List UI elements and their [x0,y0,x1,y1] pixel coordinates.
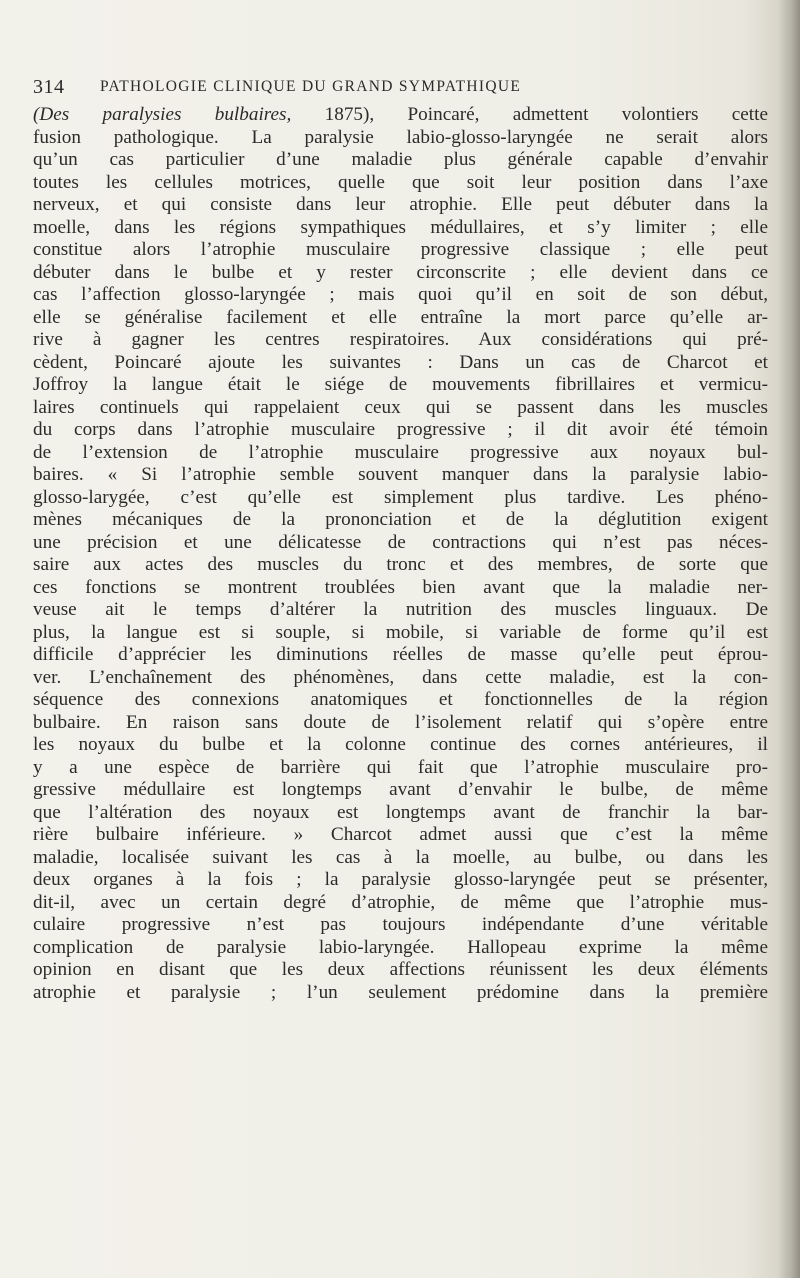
text-line: maladie, localisée suivant les cas à la moelle, au bulbe, ou dans les [33,846,768,868]
text-line: ces fonctions se montrent troublées bien avant que la maladie ner- [33,576,768,598]
text-line: culaire progressive n’est pas toujours indépendante d’une véritable [33,914,768,935]
text-line: fusion pathologique. La paralysie labio-glosso-laryngée ne serait alors [33,126,768,148]
text-line: gressive médullaire est longtemps avant d’envahir le bulbe, de même [33,779,768,800]
body-text [33,104,768,1004]
text-line: cèdent, Poincaré ajoute les suivantes : Dans un cas de Charcot et [33,351,768,373]
text-line: elle se généralise facilement et elle entraîne la mort parce qu’elle ar- [33,306,768,328]
text-line: débuter dans le bulbe et y rester circonscrite ; elle devient dans ce [33,261,768,283]
text-line: atrophie et paralysie ; l’un seulement prédomine dans la première [33,981,768,1003]
text-line: nerveux, et qui consiste dans leur atrophie. Elle peut débuter dans la [33,194,768,215]
text-line: du corps dans l’atrophie musculaire progressive ; il dit avoir été témoin [33,419,768,440]
citation-title: (Des paralysies bulbaires, [33,104,292,125]
text-line: une précision et une délicatesse de contractions qui n’est pas néces- [33,531,768,553]
text-line [33,104,768,127]
text-line: difficile d’apprécier les diminutions réelles de masse qu’elle peut éprou- [33,644,768,665]
text-line: baires. « Si l’atrophie semble souvent manquer dans la paralysie labio- [33,464,768,485]
text-line: toutes les cellules motrices, quelle que soit leur position dans l’axe [33,171,768,193]
text-line-rest: 1875), Poincaré, admettent volontiers cette [291,104,768,125]
page-number: 314 [33,76,65,98]
text-line: bulbaire. En raison sans doute de l’isolement relatif qui s’opère entre [33,711,768,733]
text-line: rière bulbaire inférieure. » Charcot admet aussi que c’est la même [33,824,768,845]
text-line: mènes mécaniques de la prononciation et de la déglutition exigent [33,509,768,530]
page-edge-shadow [778,0,800,1278]
text-line: qu’un cas particulier d’une maladie plus générale capable d’envahir [33,149,768,170]
text-line: deux organes à la fois ; la paralysie glosso-laryngée peut se présenter, [33,869,768,890]
text-line: plus, la langue est si souple, si mobile, si variable de forme qu’il est [33,621,768,643]
text-line: glosso-larygée, c’est qu’elle est simplement plus tardive. Les phéno- [33,486,768,508]
text-line: moelle, dans les régions sympathiques médullaires, et s’y limiter ; elle [33,216,768,238]
text-line: y a une espèce de barrière qui fait que l’atrophie musculaire pro- [33,756,768,778]
text-line: dit-il, avec un certain degré d’atrophie, de même que l’atrophie mus- [33,891,768,913]
text-line: veuse ait le temps d’altérer la nutrition des muscles linguaux. De [33,599,768,620]
text-line: rive à gagner les centres respiratoires. Aux considérations qui pré- [33,329,768,350]
text-line: séquence des connexions anatomiques et fonctionnelles de la région [33,689,768,710]
text-line: ver. L’enchaînement des phénomènes, dans cette maladie, est la con- [33,666,768,688]
text-line: que l’altération des noyaux est longtemps avant de franchir la bar- [33,801,768,823]
text-line: saire aux actes des muscles du tronc et des membres, de sorte que [33,554,768,575]
text-line: de l’extension de l’atrophie musculaire progressive aux noyaux bul- [33,441,768,463]
text-line: Joffroy la langue était le siége de mouvements fibrillaires et vermicu- [33,374,768,395]
page-header [33,76,753,98]
text-line: opinion en disant que les deux affections réunissent les deux éléments [33,959,768,980]
text-line: laires continuels qui rappelaient ceux qui se passent dans les muscles [33,396,768,418]
text-line: les noyaux du bulbe et la colonne continue des cornes antérieures, il [33,734,768,755]
running-head: PATHOLOGIE CLINIQUE DU GRAND SYMPATHIQUE [100,78,522,95]
text-line: complication de paralysie labio-laryngée. Hallopeau exprime la même [33,936,768,958]
text-line: cas l’affection glosso-laryngée ; mais quoi qu’il en soit de son début, [33,284,768,305]
text-line: constitue alors l’atrophie musculaire progressive classique ; elle peut [33,239,768,260]
